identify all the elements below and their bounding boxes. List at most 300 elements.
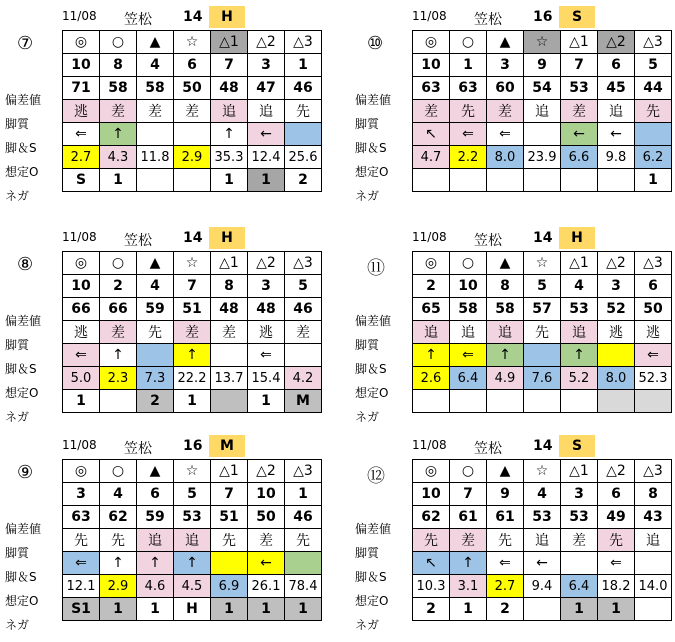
row-label: 想定O bbox=[5, 165, 39, 179]
horse-number-cell: 10 bbox=[450, 275, 487, 298]
mark-cell: △3 bbox=[285, 460, 322, 483]
race-panel bbox=[5, 6, 382, 206]
rating-cell: 61 bbox=[450, 506, 487, 529]
race-number: ⑩ bbox=[367, 33, 384, 54]
table-row bbox=[413, 146, 672, 169]
rating-cell: 65 bbox=[413, 298, 450, 321]
mark-cell: ☆ bbox=[524, 460, 561, 483]
running-style-cell: 差 bbox=[487, 100, 524, 123]
rating-cell: 66 bbox=[63, 298, 100, 321]
running-style-cell: 先 bbox=[137, 321, 174, 344]
horse-number-cell: 6 bbox=[635, 275, 672, 298]
negative-cell bbox=[100, 390, 137, 413]
race-header bbox=[412, 6, 675, 28]
rating-cell: 66 bbox=[100, 298, 137, 321]
negative-cell: 2 bbox=[137, 390, 174, 413]
mark-cell: ☆ bbox=[174, 252, 211, 275]
row-label: 脚＆S bbox=[355, 362, 387, 376]
odds-cell: 3.1 bbox=[450, 575, 487, 598]
race-panel bbox=[355, 227, 675, 427]
running-style-cell: 先 bbox=[524, 321, 561, 344]
odds-cell: 2.9 bbox=[174, 146, 211, 169]
pace-arrow-cell: ⇐ bbox=[635, 344, 672, 367]
field-size: 14 bbox=[183, 230, 203, 246]
pace-arrow-cell: ← bbox=[248, 123, 285, 146]
race-number: ⑨ bbox=[17, 462, 34, 483]
running-style-cell: 先 bbox=[285, 100, 322, 123]
field-size: 14 bbox=[533, 438, 553, 454]
pace-arrow-cell: ↑ bbox=[100, 344, 137, 367]
race-date: 11/08 bbox=[412, 230, 447, 244]
odds-cell: 6.4 bbox=[450, 367, 487, 390]
mark-cell: ○ bbox=[100, 252, 137, 275]
table-row bbox=[63, 575, 322, 598]
table-row bbox=[413, 344, 672, 367]
rating-cell: 58 bbox=[487, 298, 524, 321]
rating-cell: 50 bbox=[635, 298, 672, 321]
negative-cell bbox=[524, 169, 561, 192]
negative-cell bbox=[174, 169, 211, 192]
mark-cell: ○ bbox=[450, 252, 487, 275]
mark-cell: ◎ bbox=[413, 252, 450, 275]
running-style-cell: 追 bbox=[524, 529, 561, 552]
negative-cell: 1 bbox=[561, 598, 598, 621]
pace-arrow-cell: ⇐ bbox=[487, 123, 524, 146]
table-row bbox=[413, 275, 672, 298]
negative-cell: 1 bbox=[285, 598, 322, 621]
odds-cell: 10.3 bbox=[413, 575, 450, 598]
race-grade: S bbox=[559, 6, 595, 28]
rating-cell: 63 bbox=[413, 77, 450, 100]
field-size: 14 bbox=[533, 230, 553, 246]
pace-arrow-cell: ↑ bbox=[211, 123, 248, 146]
mark-cell: △3 bbox=[635, 460, 672, 483]
race-grade: H bbox=[559, 227, 595, 249]
table-row bbox=[63, 460, 322, 483]
venue-name: 笠松 bbox=[124, 233, 152, 249]
horse-number-cell: 10 bbox=[413, 54, 450, 77]
venue-name: 笠松 bbox=[124, 441, 152, 457]
pace-arrow-cell: ↑ bbox=[174, 552, 211, 575]
horse-number-cell: 7 bbox=[211, 483, 248, 506]
race-panel bbox=[355, 6, 675, 206]
mark-cell: △1 bbox=[211, 460, 248, 483]
table-row bbox=[413, 390, 672, 413]
horse-number-cell: 1 bbox=[285, 483, 322, 506]
negative-cell bbox=[413, 390, 450, 413]
table-row bbox=[413, 169, 672, 192]
row-label: 脚＆S bbox=[355, 141, 387, 155]
mark-cell: ◎ bbox=[63, 460, 100, 483]
running-style-cell: 差 bbox=[100, 321, 137, 344]
race-panel bbox=[355, 435, 675, 635]
rating-cell: 45 bbox=[598, 77, 635, 100]
negative-cell bbox=[635, 598, 672, 621]
rating-cell: 54 bbox=[524, 77, 561, 100]
row-label: ネガ bbox=[355, 410, 380, 424]
horse-number-cell: 8 bbox=[211, 275, 248, 298]
table-row bbox=[413, 31, 672, 54]
running-style-cell: 追 bbox=[635, 529, 672, 552]
venue-name: 笠松 bbox=[474, 233, 502, 249]
horse-number-cell: 1 bbox=[285, 54, 322, 77]
rating-cell: 50 bbox=[174, 77, 211, 100]
negative-cell: 1 bbox=[211, 598, 248, 621]
mark-cell: ▲ bbox=[487, 252, 524, 275]
running-style-cell: 先 bbox=[598, 529, 635, 552]
rating-cell: 59 bbox=[137, 506, 174, 529]
running-style-cell: 先 bbox=[285, 529, 322, 552]
negative-cell bbox=[598, 169, 635, 192]
row-label: 脚＆S bbox=[5, 141, 37, 155]
horse-number-cell: 8 bbox=[487, 275, 524, 298]
horse-number-cell: 5 bbox=[524, 275, 561, 298]
mark-cell: △2 bbox=[598, 252, 635, 275]
row-label: 偏差値 bbox=[5, 314, 42, 328]
horse-number-cell: 8 bbox=[100, 54, 137, 77]
running-style-cell: 先 bbox=[211, 529, 248, 552]
table-row bbox=[413, 77, 672, 100]
negative-cell: 1 bbox=[248, 598, 285, 621]
table-row bbox=[413, 54, 672, 77]
odds-cell: 18.2 bbox=[598, 575, 635, 598]
race-header bbox=[412, 227, 675, 249]
horse-number-cell: 3 bbox=[63, 483, 100, 506]
rating-cell: 51 bbox=[174, 298, 211, 321]
negative-cell bbox=[524, 598, 561, 621]
pace-arrow-cell bbox=[137, 123, 174, 146]
table-row bbox=[413, 575, 672, 598]
rating-cell: 47 bbox=[248, 77, 285, 100]
field-size: 16 bbox=[533, 9, 553, 25]
odds-cell: 52.3 bbox=[635, 367, 672, 390]
negative-cell: S1 bbox=[63, 598, 100, 621]
running-style-cell: 差 bbox=[137, 100, 174, 123]
pace-arrow-cell: ← bbox=[248, 552, 285, 575]
horse-number-cell: 6 bbox=[598, 54, 635, 77]
rating-cell: 60 bbox=[487, 77, 524, 100]
odds-cell: 4.6 bbox=[137, 575, 174, 598]
negative-cell bbox=[598, 390, 635, 413]
rating-cell: 52 bbox=[598, 298, 635, 321]
negative-cell: 2 bbox=[487, 598, 524, 621]
running-style-cell: 追 bbox=[174, 529, 211, 552]
odds-cell: 13.7 bbox=[211, 367, 248, 390]
row-label: 脚質 bbox=[355, 338, 380, 352]
race-table bbox=[62, 30, 322, 192]
race-date: 11/08 bbox=[412, 9, 447, 23]
odds-cell: 5.2 bbox=[561, 367, 598, 390]
mark-cell: △2 bbox=[598, 460, 635, 483]
table-row bbox=[63, 100, 322, 123]
mark-cell: △2 bbox=[248, 31, 285, 54]
horse-number-cell: 4 bbox=[137, 275, 174, 298]
table-row bbox=[413, 506, 672, 529]
table-row bbox=[63, 598, 322, 621]
running-style-cell: 追 bbox=[450, 321, 487, 344]
running-style-cell: 先 bbox=[450, 100, 487, 123]
race-table bbox=[62, 459, 322, 621]
negative-cell: 1 bbox=[598, 598, 635, 621]
running-style-cell: 逃 bbox=[63, 321, 100, 344]
odds-cell: 2.7 bbox=[63, 146, 100, 169]
running-style-cell: 先 bbox=[487, 529, 524, 552]
table-row bbox=[413, 298, 672, 321]
running-style-cell: 差 bbox=[285, 321, 322, 344]
race-header bbox=[412, 435, 675, 457]
table-row bbox=[413, 483, 672, 506]
horse-number-cell: 10 bbox=[248, 483, 285, 506]
pace-arrow-cell: ⇐ bbox=[63, 344, 100, 367]
odds-cell: 6.4 bbox=[561, 575, 598, 598]
race-number: ⑪ bbox=[367, 258, 385, 279]
table-row bbox=[413, 123, 672, 146]
race-date: 11/08 bbox=[62, 9, 97, 23]
row-label: 想定O bbox=[5, 386, 39, 400]
table-row bbox=[413, 529, 672, 552]
table-row bbox=[63, 77, 322, 100]
race-panel bbox=[5, 227, 382, 427]
rating-cell: 50 bbox=[248, 506, 285, 529]
pace-arrow-cell: ↑ bbox=[100, 552, 137, 575]
mark-cell: ◎ bbox=[63, 252, 100, 275]
odds-cell: 14.0 bbox=[635, 575, 672, 598]
horse-number-cell: 9 bbox=[524, 54, 561, 77]
pace-arrow-cell: ↑ bbox=[413, 344, 450, 367]
rating-cell: 46 bbox=[285, 77, 322, 100]
row-label: 偏差値 bbox=[355, 93, 392, 107]
running-style-cell: 逃 bbox=[248, 321, 285, 344]
horse-number-cell: 1 bbox=[450, 54, 487, 77]
race-header bbox=[62, 435, 382, 457]
table-row bbox=[413, 252, 672, 275]
odds-cell: 9.8 bbox=[598, 146, 635, 169]
row-label: ネガ bbox=[5, 618, 30, 632]
running-style-cell: 差 bbox=[174, 100, 211, 123]
mark-cell: ▲ bbox=[137, 31, 174, 54]
odds-cell: 9.4 bbox=[524, 575, 561, 598]
race-panel bbox=[5, 435, 382, 635]
horse-number-cell: 7 bbox=[450, 483, 487, 506]
race-header bbox=[62, 227, 382, 249]
table-row bbox=[63, 344, 322, 367]
negative-cell: 1 bbox=[248, 390, 285, 413]
pace-arrow-cell: ⇐ bbox=[450, 123, 487, 146]
pace-arrow-cell bbox=[598, 344, 635, 367]
horse-number-cell: 5 bbox=[635, 54, 672, 77]
running-style-cell: 追 bbox=[598, 100, 635, 123]
table-row bbox=[413, 367, 672, 390]
pace-arrow-cell: ↑ bbox=[450, 552, 487, 575]
horse-number-cell: 9 bbox=[487, 483, 524, 506]
rating-cell: 48 bbox=[248, 298, 285, 321]
pace-arrow-cell bbox=[211, 344, 248, 367]
table-row bbox=[63, 552, 322, 575]
running-style-cell: 差 bbox=[211, 321, 248, 344]
rating-cell: 71 bbox=[63, 77, 100, 100]
odds-cell: 2.6 bbox=[413, 367, 450, 390]
negative-cell: 1 bbox=[211, 169, 248, 192]
race-table bbox=[412, 459, 672, 621]
venue-name: 笠松 bbox=[474, 441, 502, 457]
running-style-cell: 追 bbox=[137, 529, 174, 552]
running-style-cell: 追 bbox=[248, 100, 285, 123]
table-row bbox=[63, 275, 322, 298]
horse-number-cell: 3 bbox=[248, 54, 285, 77]
pace-arrow-cell bbox=[285, 552, 322, 575]
mark-cell: △1 bbox=[561, 31, 598, 54]
race-number: ⑧ bbox=[17, 254, 34, 275]
negative-cell: 1 bbox=[174, 390, 211, 413]
odds-cell: 6.2 bbox=[635, 146, 672, 169]
horse-number-cell: 5 bbox=[285, 275, 322, 298]
odds-cell: 4.9 bbox=[487, 367, 524, 390]
rating-cell: 53 bbox=[561, 298, 598, 321]
race-grade: H bbox=[209, 6, 245, 28]
mark-cell: △1 bbox=[561, 460, 598, 483]
odds-cell: 4.3 bbox=[100, 146, 137, 169]
horse-number-cell: 3 bbox=[598, 275, 635, 298]
row-label: 脚質 bbox=[5, 546, 30, 560]
negative-cell: 1 bbox=[450, 598, 487, 621]
mark-cell: ○ bbox=[450, 460, 487, 483]
running-style-cell: 逃 bbox=[63, 100, 100, 123]
pace-arrow-cell bbox=[524, 344, 561, 367]
negative-cell: 2 bbox=[413, 598, 450, 621]
pace-arrow-cell: ⇐ bbox=[63, 552, 100, 575]
row-label: ネガ bbox=[5, 410, 30, 424]
mark-cell: ○ bbox=[100, 460, 137, 483]
mark-cell: △2 bbox=[248, 460, 285, 483]
row-label: 想定O bbox=[355, 594, 389, 608]
mark-cell: △3 bbox=[285, 31, 322, 54]
odds-cell: 4.2 bbox=[285, 367, 322, 390]
rating-cell: 48 bbox=[211, 77, 248, 100]
running-style-cell: 差 bbox=[100, 100, 137, 123]
rating-cell: 62 bbox=[100, 506, 137, 529]
horse-number-cell: 4 bbox=[137, 54, 174, 77]
race-number: ⑦ bbox=[17, 33, 34, 54]
race-table bbox=[412, 30, 672, 192]
running-style-cell: 先 bbox=[63, 529, 100, 552]
table-row bbox=[413, 598, 672, 621]
rating-cell: 48 bbox=[211, 298, 248, 321]
pace-arrow-cell bbox=[524, 123, 561, 146]
horse-number-cell: 10 bbox=[63, 54, 100, 77]
table-row bbox=[63, 483, 322, 506]
odds-cell: 23.9 bbox=[524, 146, 561, 169]
negative-cell bbox=[137, 169, 174, 192]
row-label: 偏差値 bbox=[5, 522, 42, 536]
table-row bbox=[413, 100, 672, 123]
negative-cell: 1 bbox=[100, 169, 137, 192]
running-style-cell: 追 bbox=[524, 100, 561, 123]
odds-cell: 11.8 bbox=[137, 146, 174, 169]
horse-number-cell: 6 bbox=[598, 483, 635, 506]
pace-arrow-cell: ↑ bbox=[100, 123, 137, 146]
table-row bbox=[413, 460, 672, 483]
table-row bbox=[63, 252, 322, 275]
pace-arrow-cell: ↖ bbox=[413, 123, 450, 146]
running-style-cell: 差 bbox=[174, 321, 211, 344]
pace-arrow-cell bbox=[211, 552, 248, 575]
race-grade: M bbox=[209, 435, 245, 457]
odds-cell: 12.4 bbox=[248, 146, 285, 169]
table-row bbox=[63, 54, 322, 77]
horse-number-cell: 7 bbox=[561, 54, 598, 77]
mark-cell: ◎ bbox=[413, 460, 450, 483]
mark-cell: △2 bbox=[598, 31, 635, 54]
rating-cell: 57 bbox=[524, 298, 561, 321]
odds-cell: 26.1 bbox=[248, 575, 285, 598]
horse-number-cell: 4 bbox=[100, 483, 137, 506]
negative-cell bbox=[524, 390, 561, 413]
odds-cell: 4.7 bbox=[413, 146, 450, 169]
row-label: 想定O bbox=[5, 594, 39, 608]
odds-cell: 4.5 bbox=[174, 575, 211, 598]
rating-cell: 59 bbox=[137, 298, 174, 321]
row-label: 脚＆S bbox=[5, 362, 37, 376]
running-style-cell: 先 bbox=[635, 100, 672, 123]
table-row bbox=[63, 31, 322, 54]
negative-cell: S bbox=[63, 169, 100, 192]
field-size: 16 bbox=[183, 438, 203, 454]
race-number: ⑫ bbox=[367, 466, 385, 487]
odds-cell: 2.9 bbox=[100, 575, 137, 598]
pace-arrow-cell: ↑ bbox=[137, 552, 174, 575]
row-label: 脚質 bbox=[355, 546, 380, 560]
mark-cell: △2 bbox=[248, 252, 285, 275]
odds-cell: 2.3 bbox=[100, 367, 137, 390]
negative-cell: H bbox=[174, 598, 211, 621]
mark-cell: ☆ bbox=[524, 31, 561, 54]
mark-cell: ◎ bbox=[413, 31, 450, 54]
running-style-cell: 差 bbox=[248, 529, 285, 552]
running-style-cell: 先 bbox=[413, 529, 450, 552]
rating-cell: 51 bbox=[211, 506, 248, 529]
race-grade: H bbox=[209, 227, 245, 249]
table-row bbox=[63, 146, 322, 169]
rating-cell: 53 bbox=[561, 77, 598, 100]
pace-arrow-cell bbox=[635, 552, 672, 575]
odds-cell: 7.3 bbox=[137, 367, 174, 390]
table-row bbox=[413, 321, 672, 344]
table-row bbox=[63, 506, 322, 529]
rating-cell: 46 bbox=[285, 506, 322, 529]
horse-number-cell: 3 bbox=[248, 275, 285, 298]
mark-cell: ☆ bbox=[174, 31, 211, 54]
pace-arrow-cell: ← bbox=[524, 552, 561, 575]
running-style-cell: 差 bbox=[450, 529, 487, 552]
odds-cell: 35.3 bbox=[211, 146, 248, 169]
negative-cell: 1 bbox=[63, 390, 100, 413]
negative-cell: 1 bbox=[100, 598, 137, 621]
mark-cell: ▲ bbox=[487, 31, 524, 54]
horse-number-cell: 5 bbox=[174, 483, 211, 506]
mark-cell: △1 bbox=[211, 31, 248, 54]
negative-cell bbox=[561, 169, 598, 192]
rating-cell: 53 bbox=[174, 506, 211, 529]
odds-cell: 8.0 bbox=[487, 146, 524, 169]
rating-cell: 49 bbox=[598, 506, 635, 529]
rating-cell: 43 bbox=[635, 506, 672, 529]
race-date: 11/08 bbox=[62, 230, 97, 244]
race-table bbox=[412, 251, 672, 413]
race-table bbox=[62, 251, 322, 413]
table-row bbox=[63, 169, 322, 192]
rating-cell: 53 bbox=[524, 506, 561, 529]
horse-number-cell: 10 bbox=[413, 483, 450, 506]
